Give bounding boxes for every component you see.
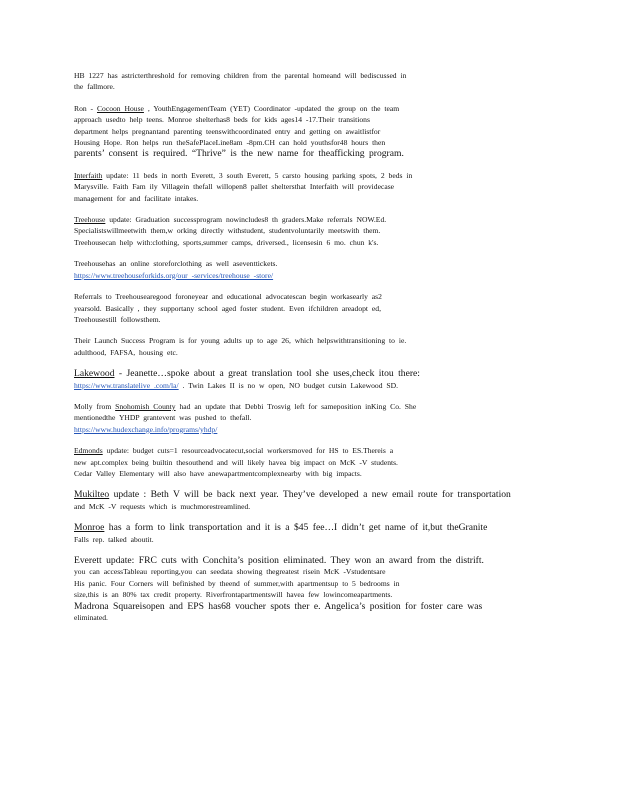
treehouse-store-link[interactable]: https://www.treehouseforkids.org/our -services/treehouse -store/: [74, 270, 274, 280]
edmonds-label: Edmonds: [74, 446, 103, 456]
treehouse-label: Treehouse: [74, 215, 106, 225]
hb1227-paragraph: HB 1227 has astricterthreshold for removing children from the parental homeand will bediscussed in the fallmore.: [74, 71, 407, 92]
interfaith-label: Interfaith: [74, 170, 103, 180]
snohomish-county-label: Snohomish County: [115, 401, 176, 411]
snohomish-county-paragraph: Molly from Snohomish County had an update that Debbi Trosvig left for sameposition inKing Co. She mentionedthe YHDP grantevent was pushed to thefall. https://www.hudexchange.info/programs/yhdp/: [74, 401, 417, 434]
meeting-notes: [74, 70, 536, 633]
mukilteo-label: Mukilteo: [74, 489, 110, 501]
edmonds-paragraph: Edmonds update: budget cuts=1 resourceadvocatecut,social workersmoved for HS to ES.Thereis a new apt.complex being builtin thesouthend and will likely havea big impact on McK -V students. Cedar Valley Elementary will also have anewapartmentcomplexnearby with big impacts.: [74, 446, 398, 478]
mukilteo-paragraph: Mukilteo update : Beth V will be back next year. They’ve developed a new email route for transportation and McK -V requests which is muchmorestreamlined.: [74, 489, 511, 511]
translatelive-link[interactable]: https://www.translatelive .com/la/: [74, 380, 179, 390]
cocoon-house-paragraph: Ron - Cocoon House , YouthEngagementTeam (YET) Coordinator -updated the group on the team approach usedto help teens. Monroe shelterhas8 beds for kids ages14 -17.Their transitions department helps pregnantand parenting teenswithcoordinated entry and getting on awaitlistfor Housing Hope. Ron helps run theSafePlaceLine8am -8pm.CH can hold youthsfor48 hours then parents’ consent is required. “Thrive” is the new name for theafficking program.: [74, 103, 404, 160]
treehouse-store-paragraph: Treehousehas an online storeforclothing as well aseventtickets. https://www.treehouseforkids.org/our -services/treehouse -store/: [74, 259, 278, 280]
everett-paragraph: Everett update: FRC cuts with Conchita’s position eliminated. They won an award from the distrift. you can accessTableau reporting,you can seedata showing thegreatest risein McK -Vstudentsare His panic. Four Corners will befinished by theend of summer,with apartmentsup to 5 bedrooms in size,this is an 80% tax credit property. Riverfrontapartmentswill havea few lowincomeapartments. Madrona Squareisopen and EPS has68 voucher spots ther e. Angelica’s position for foster care was eliminated.: [74, 555, 484, 623]
hudexchange-link[interactable]: https://www.hudexchange.info/programs/yhdp/: [74, 424, 218, 434]
monroe-paragraph: Monroe has a form to link transportation and it is a $45 fee…I didn’t get name of it,but theGranite Falls rep. talked aboutit.: [74, 522, 488, 544]
referrals-paragraph: Referrals to Treehousearegood foroneyear and educational advocatescan begin workasearly as2 yearsold. Basically , they supportany school aged foster student. Even ifchildren areadopt ed, Treehousestill followsthem.: [74, 292, 382, 324]
monroe-label: Monroe: [74, 522, 105, 534]
launch-program-paragraph: Their Launch Success Program is for young adults up to age 26, which helpswithtransitioning to ie. adulthood, FAFSA, housing etc.: [74, 336, 407, 357]
treehouse-paragraph: Treehouse update: Graduation successprogram nowincludes8 th graders.Make referrals NOW.Ed. Specialistswillmeetwith them,w orking directly withstudent, studentvoluntarily meetswith them. Treehousecan help with:clothing, sports,summer camps, driversed., licensesin 6 mo. chun k's.: [74, 215, 387, 247]
lakewood-label: Lakewood: [74, 368, 115, 380]
lakewood-paragraph: Lakewood - Jeanette…spoke about a great translation tool she uses,check itou there: https://www.translatelive .com/la/ . Twin Lakes II is no w open, NO budget cutsin Lakewood SD.: [74, 368, 420, 390]
interfaith-paragraph: Interfaith update: 11 beds in north Everett, 3 south Everett, 5 carsto housing parking spots, 2 beds in Marysville. Faith Fam ily Villagein thefall willopen8 pallet sheltersthat Interfaith will providecase management for and facilitate intakes.: [74, 170, 413, 203]
cocoon-house-label: Cocoon House: [96, 103, 144, 113]
